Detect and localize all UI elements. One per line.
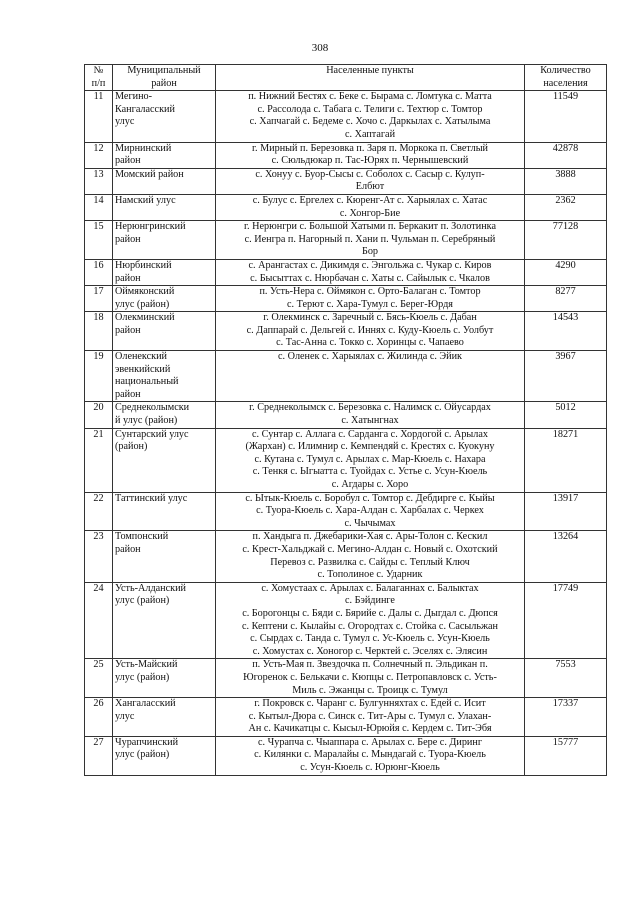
- population-value: 2362: [525, 194, 607, 220]
- table-row: [85, 698, 607, 737]
- row-number: 27: [85, 736, 113, 775]
- header-population: [525, 65, 607, 91]
- population-value: 17337: [525, 698, 607, 737]
- table-row: [85, 194, 607, 220]
- text-line: с. Чычымах: [344, 517, 396, 529]
- settlements-list: [216, 582, 525, 659]
- header-district: [113, 65, 216, 91]
- row-number: 20: [85, 402, 113, 428]
- district-name: [113, 698, 216, 737]
- text-line: с. Бэйдинге: [345, 595, 395, 607]
- settlements-list: [216, 698, 525, 737]
- settlements-list: [216, 402, 525, 428]
- table-row: [85, 312, 607, 351]
- text-line: с. Хаптагай: [344, 128, 396, 140]
- text-line: Усть-Алданский: [115, 582, 186, 594]
- text-line: улус (район): [115, 671, 170, 683]
- table-row: [85, 142, 607, 168]
- text-line: Хангаласский: [115, 698, 176, 710]
- district-name: [113, 582, 216, 659]
- text-line: Количество: [540, 65, 591, 76]
- settlements-list: [216, 194, 525, 220]
- text-line: с. Кутана с. Тумул с. Арылах с. Мар-Кюель с. Нахара: [254, 453, 486, 465]
- text-line: с. Чурапча с. Чыаппара с. Арылах с. Бере с. Диринг: [257, 736, 482, 748]
- text-line: Оленекский: [115, 351, 168, 363]
- text-line: Бор: [361, 246, 379, 258]
- population-value: 7553: [525, 659, 607, 698]
- text-line: с. Хонуу с. Буор-Сысы с. Соболох с. Сасыр с. Кулуп-: [255, 168, 485, 180]
- text-line: с. Хапчагай с. Бедеме с. Хочо с. Даркылах с. Хатылыма: [249, 116, 491, 128]
- text-line: Оймяконский: [115, 286, 175, 298]
- text-line: улус (район): [115, 595, 170, 607]
- table-row: [85, 659, 607, 698]
- district-name: [113, 221, 216, 260]
- table-header-row: [85, 65, 607, 91]
- text-line: район: [115, 388, 141, 400]
- text-line: Елбют: [355, 181, 385, 193]
- district-name: [113, 428, 216, 492]
- text-line: с. Килянки с. Маралайы с. Мындагай с. Туора-Кюель: [254, 749, 486, 761]
- population-value: 3967: [525, 351, 607, 402]
- text-line: национальный: [115, 376, 179, 388]
- population-value: 18271: [525, 428, 607, 492]
- settlements-list: [216, 351, 525, 402]
- settlements-table: [84, 64, 607, 776]
- text-line: район: [115, 543, 141, 555]
- district-name: [113, 402, 216, 428]
- header-num: [85, 65, 113, 91]
- text-line: й улус (район): [115, 415, 178, 427]
- table-row: [85, 286, 607, 312]
- text-line: с. Сюльдюкар п. Тас-Юрях п. Чернышевский: [271, 155, 469, 167]
- population-value: 15777: [525, 736, 607, 775]
- population-value: 13264: [525, 531, 607, 582]
- text-line: Миль с. Эжанцы с. Троицк с. Тумул: [292, 684, 448, 696]
- text-line: с. Кептени с. Кылайы с. Огородтах с. Стойка с. Сасыльжан: [242, 620, 498, 632]
- text-line: район: [115, 233, 141, 245]
- text-line: с. Оленек с. Харыялах с. Жилинда с. Эйик: [277, 351, 463, 363]
- text-line: район: [115, 272, 141, 284]
- text-line: с. Тополиное с. Ударник: [317, 569, 423, 581]
- text-line: с. Хонгор-Бие: [339, 207, 401, 219]
- text-line: Сунтарский улус: [115, 428, 189, 440]
- table-body: [85, 91, 607, 775]
- row-number: 16: [85, 259, 113, 285]
- text-line: Нюрбинский: [115, 259, 172, 271]
- text-line: г. Покровск с. Чаранг с. Булгунняхтах с. Едей с. Исит: [254, 698, 486, 710]
- district-name: [113, 492, 216, 531]
- row-number: 23: [85, 531, 113, 582]
- text-line: с. Хомустаах с. Арылах с. Балаганнах с. Балыктах: [261, 582, 479, 594]
- text-line: Перевоз с. Развилка с. Сайды с. Теплый Ключ: [270, 556, 470, 568]
- district-name: [113, 531, 216, 582]
- table-row: [85, 351, 607, 402]
- settlements-list: [216, 286, 525, 312]
- row-number: 18: [85, 312, 113, 351]
- text-line: населения: [543, 77, 588, 89]
- text-line: Момский район: [115, 168, 184, 180]
- settlements-list: [216, 659, 525, 698]
- text-line: эвенкийский: [115, 363, 171, 375]
- settlements-list: [216, 428, 525, 492]
- table-row: [85, 492, 607, 531]
- row-number: 15: [85, 221, 113, 260]
- text-line: с. Тенкя с. Ыгыатта с. Туойдах с. Устье с. Усун-Кюель: [252, 466, 488, 478]
- settlements-list: [216, 168, 525, 194]
- text-line: (район): [115, 441, 148, 453]
- row-number: 22: [85, 492, 113, 531]
- text-line: с. Терют с. Хара-Тумул с. Берег-Юрдя: [287, 298, 453, 310]
- settlements-list: [216, 221, 525, 260]
- text-line: с. Туора-Кюель с. Хара-Алдан с. Харбалах с. Черкех: [256, 505, 484, 517]
- table-row: [85, 736, 607, 775]
- row-number: 19: [85, 351, 113, 402]
- row-number: 25: [85, 659, 113, 698]
- text-line: Усть-Майский: [115, 659, 178, 671]
- text-line: улус: [115, 116, 135, 128]
- text-line: с. Крест-Хальджай с. Мегино-Алдан с. Новый с. Охотский: [242, 543, 498, 555]
- text-line: с. Булус с. Ергелех с. Кюренг-Ат с. Харыялах с. Хатас: [252, 194, 488, 206]
- text-line: Чурапчинский: [115, 736, 179, 748]
- population-value: 5012: [525, 402, 607, 428]
- population-value: 11549: [525, 91, 607, 142]
- district-name: [113, 736, 216, 775]
- district-name: [113, 194, 216, 220]
- text-line: Населенные пункты: [326, 65, 414, 76]
- table-row: [85, 168, 607, 194]
- row-number: 21: [85, 428, 113, 492]
- district-name: [113, 286, 216, 312]
- text-line: (Жархан) с. Илимнир с. Кемпендяй с. Крестях с. Куокуну: [245, 441, 495, 453]
- text-line: с. Даппарай с. Дельгей с. Иннях с. Куду-Кюель с. Уолбут: [246, 324, 494, 336]
- district-name: [113, 659, 216, 698]
- table-row: [85, 259, 607, 285]
- district-name: [113, 142, 216, 168]
- table-row: [85, 428, 607, 492]
- text-line: Нерюнгринский: [115, 221, 186, 233]
- text-line: район: [115, 155, 141, 167]
- district-name: [113, 312, 216, 351]
- text-line: с. Бысыттах с. Нюрбачан с. Хаты с. Сайылык с. Чкалов: [250, 272, 490, 284]
- settlements-list: [216, 492, 525, 531]
- text-line: с. Иенгра п. Нагорный п. Хани п. Чульман п. Серебряный: [244, 233, 496, 245]
- text-line: Мирнинский: [115, 142, 172, 154]
- text-line: улус (район): [115, 749, 170, 761]
- settlements-list: [216, 531, 525, 582]
- text-line: Югоренок с. Белькачи с. Кюпцы с. Петропавловск с. Усть-: [243, 671, 497, 683]
- text-line: район: [115, 324, 141, 336]
- population-value: 14543: [525, 312, 607, 351]
- settlements-list: [216, 259, 525, 285]
- text-line: п/п: [91, 77, 106, 89]
- text-line: Томпонский: [115, 531, 169, 543]
- settlements-list: [216, 91, 525, 142]
- text-line: Таттинский улус: [115, 492, 188, 504]
- text-line: г. Среднеколымск с. Березовка с. Налимск с. Ойусардах: [249, 402, 491, 414]
- population-value: 8277: [525, 286, 607, 312]
- row-number: 24: [85, 582, 113, 659]
- text-line: г. Нерюнгри с. Большой Хатыми п. Беркакит п. Золотинка: [244, 221, 496, 233]
- population-value: 77128: [525, 221, 607, 260]
- text-line: Среднеколымски: [115, 402, 190, 414]
- text-line: улус: [115, 710, 135, 722]
- text-line: с. Сырдах с. Танда с. Тумул с. Ус-Кюель с. Усун-Кюель: [250, 633, 490, 645]
- row-number: 12: [85, 142, 113, 168]
- table-row: [85, 91, 607, 142]
- text-line: п. Усть-Нера с. Оймякон с. Орто-Балаган с. Томтор: [259, 286, 481, 298]
- text-line: с. Ытык-Кюель с. Боробул с. Томтор с. Дебдирге с. Кыйы: [245, 492, 495, 504]
- settlements-list: [216, 142, 525, 168]
- population-value: 13917: [525, 492, 607, 531]
- text-line: Олекминский: [115, 312, 175, 324]
- text-line: с. Хатынгнах: [341, 415, 399, 427]
- text-line: Ан с. Качикатцы с. Кысыл-Юрюйя с. Кердем с. Тит-Эбя: [248, 723, 492, 735]
- text-line: с. Сунтар с. Аллага с. Сарданга с. Хордогой с. Арылах: [252, 428, 488, 440]
- table-row: [85, 402, 607, 428]
- text-line: п. Хандыга п. Джебарики-Хая с. Ары-Толон с. Кескил: [252, 531, 488, 543]
- header-settlements: [216, 65, 525, 91]
- text-line: №: [93, 65, 104, 76]
- text-line: п. Нижний Бестях с. Беке с. Бырама с. Ломтука с. Матта: [248, 91, 492, 103]
- district-name: [113, 259, 216, 285]
- text-line: с. Тас-Анна с. Токко с. Хоринцы с. Чапаево: [276, 337, 464, 349]
- table-row: [85, 531, 607, 582]
- text-line: г. Мирный п. Березовка п. Заря п. Моркока п. Светлый: [251, 142, 489, 154]
- text-line: улус (район): [115, 298, 170, 310]
- text-line: с. Кытыл-Дюра с. Синск с. Тит-Ары с. Тумул с. Улахан-: [248, 710, 492, 722]
- text-line: с. Усун-Кюель с. Юрюнг-Кюель: [300, 762, 440, 774]
- text-line: г. Олекминск с. Заречный с. Бясь-Кюель с. Дабан: [263, 312, 477, 324]
- text-line: Мегино-: [115, 91, 153, 103]
- row-number: 14: [85, 194, 113, 220]
- text-line: район: [151, 77, 177, 89]
- text-line: Муниципальный: [127, 65, 201, 76]
- text-line: Кангаласский: [115, 103, 175, 115]
- row-number: 26: [85, 698, 113, 737]
- row-number: 17: [85, 286, 113, 312]
- table-row: [85, 582, 607, 659]
- row-number: 13: [85, 168, 113, 194]
- population-value: 42878: [525, 142, 607, 168]
- district-name: [113, 168, 216, 194]
- population-value: 17749: [525, 582, 607, 659]
- text-line: п. Усть-Мая п. Звездочка п. Солнечный п. Эльдикан п.: [252, 659, 488, 671]
- district-name: [113, 91, 216, 142]
- settlements-list: [216, 736, 525, 775]
- table-row: [85, 221, 607, 260]
- population-value: 4290: [525, 259, 607, 285]
- text-line: с. Арангастах с. Дикимдя с. Энгольжа с. Чукар с. Киров: [248, 259, 492, 271]
- settlements-list: [216, 312, 525, 351]
- text-line: Намский улус: [115, 194, 176, 206]
- text-line: с. Хомустах с. Хоногор с. Черктей с. Эселях с. Элясин: [252, 645, 488, 657]
- page-number: 308: [311, 42, 329, 54]
- text-line: с. Борогонцы с. Бяди с. Бярийе с. Далы с. Дыгдал с. Дюпся: [242, 607, 498, 619]
- row-number: 11: [85, 91, 113, 142]
- district-name: [113, 351, 216, 402]
- text-line: с. Рассолода с. Табага с. Телиги с. Техтюр с. Томтор: [257, 103, 483, 115]
- population-value: 3888: [525, 168, 607, 194]
- text-line: с. Агдары с. Хоро: [331, 479, 409, 490]
